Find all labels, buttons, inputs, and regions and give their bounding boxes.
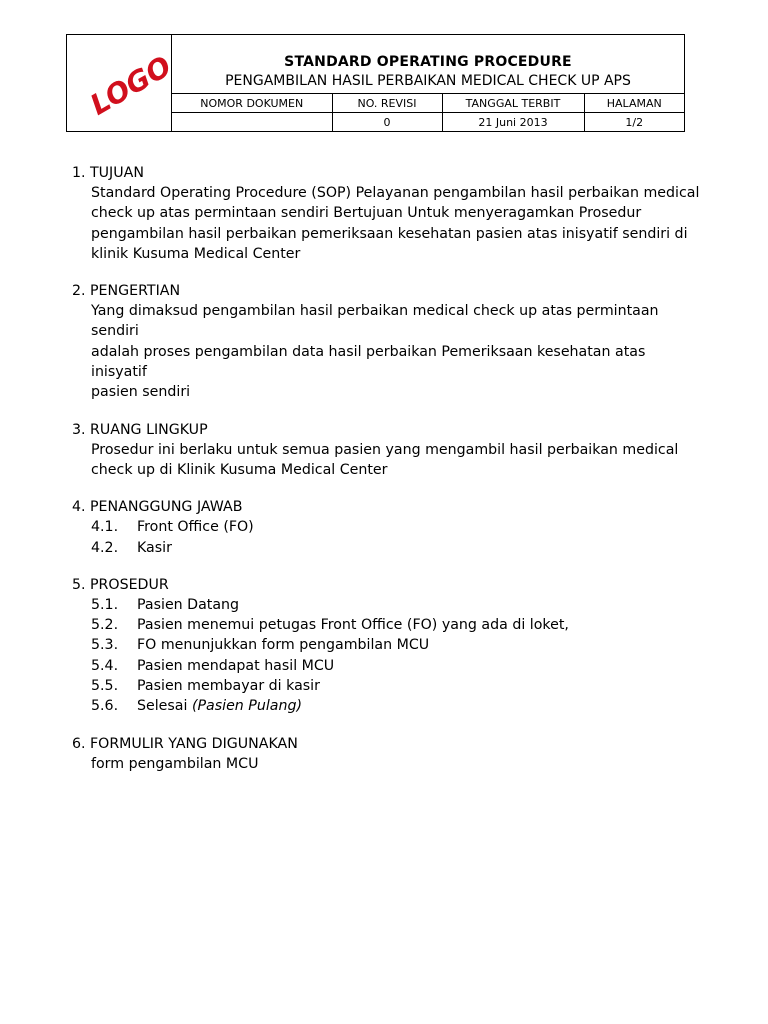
column-nomor-dokumen: NOMOR DOKUMEN: [172, 94, 332, 113]
column-tanggal-terbit: TANGGAL TERBIT: [442, 94, 584, 113]
section-prosedur: [72, 575, 702, 717]
section-heading: RUANG LINGKUP: [90, 421, 208, 438]
document-title: STANDARD OPERATING PROCEDURE: [284, 53, 572, 70]
list-text: Pasien membayar di kasir: [137, 678, 320, 695]
logo-cell: [67, 35, 177, 131]
paragraph-line: form pengambilan MCU: [91, 755, 259, 772]
section-title: [72, 420, 702, 440]
paragraph-line: pasien sendiri: [91, 384, 191, 401]
list-number: 4.1.: [91, 519, 119, 536]
section-heading: PENGERTIAN: [90, 283, 181, 300]
list-number: 5.6.: [91, 698, 119, 715]
paragraph-line: Prosedur ini berlaku untuk semua pasien yang mengambil hasil perbaikan medical: [91, 441, 679, 458]
list-item: [72, 676, 702, 696]
value-no-revisi: 0: [332, 113, 442, 132]
document-body: [72, 163, 702, 791]
section-tujuan: [72, 163, 702, 264]
metadata-value-row: [172, 113, 684, 132]
section-paragraph: [72, 183, 702, 264]
metadata-table: [172, 93, 684, 131]
logo: LOGO: [84, 49, 177, 122]
value-tanggal-terbit: 21 Juni 2013: [442, 113, 584, 132]
section-paragraph: [72, 754, 702, 774]
list-text-italic: (Pasien Pulang): [191, 698, 303, 715]
list-item: [72, 595, 702, 615]
section-title: [72, 163, 702, 183]
section-number: 4.: [72, 499, 86, 516]
section-pengertian: [72, 281, 702, 402]
section-heading: PENANGGUNG JAWAB: [90, 499, 243, 516]
paragraph-line: klinik Kusuma Medical Center: [91, 245, 301, 262]
section-title: [72, 281, 702, 301]
section-penanggung-jawab: [72, 497, 702, 558]
section-heading: TUJUAN: [90, 165, 144, 181]
section-formulir: [72, 734, 702, 774]
column-no-revisi: NO. REVISI: [332, 94, 442, 113]
section-heading: FORMULIR YANG DIGUNAKAN: [90, 735, 298, 752]
title-cell: [172, 35, 684, 131]
list-text: Pasien Datang: [137, 596, 240, 613]
section-number: 5.: [72, 576, 86, 593]
list-number: 5.3.: [91, 637, 119, 654]
list-text: Pasien menemui petugas Front Office (FO) yang ada di loket,: [137, 617, 569, 634]
section-number: 3.: [72, 421, 86, 438]
list-number: 5.1.: [91, 596, 119, 613]
list-text: FO menunjukkan form pengambilan MCU: [137, 637, 430, 654]
list-number: 5.4.: [91, 657, 119, 674]
paragraph-line: Standard Operating Procedure (SOP) Pelayanan pengambilan hasil perbaikan medical: [91, 185, 700, 201]
section-ruang-lingkup: [72, 420, 702, 481]
paragraph-line: pengambilan hasil perbaikan pemeriksaan kesehatan pasien atas inisyatif sendiri di: [91, 225, 688, 242]
value-nomor-dokumen: [172, 113, 332, 132]
section-heading: PROSEDUR: [90, 576, 169, 593]
list-text: Pasien mendapat hasil MCU: [137, 657, 335, 674]
paragraph-line: check up atas permintaan sendiri Bertujuan Untuk menyeragamkan Prosedur: [91, 205, 642, 222]
list-item: [72, 656, 702, 676]
list-item: [72, 615, 702, 635]
metadata-header-row: [172, 94, 684, 113]
section-title: [72, 575, 702, 595]
section-number: 2.: [72, 283, 86, 300]
list-item: [72, 696, 702, 716]
column-halaman: HALAMAN: [584, 94, 684, 113]
list-item: [72, 517, 702, 537]
paragraph-line: Yang dimaksud pengambilan hasil perbaikan medical check up atas permintaan sendiri: [91, 303, 659, 340]
list-text: Selesai: [137, 698, 192, 715]
paragraph-line: adalah proses pengambilan data hasil perbaikan Pemeriksaan kesehatan atas inisyatif: [91, 343, 646, 381]
list-text: Front Office (FO): [137, 519, 254, 536]
document-subtitle: PENGAMBILAN HASIL PERBAIKAN MEDICAL CHECK UP APS: [225, 73, 631, 90]
list-number: 5.2.: [91, 617, 119, 634]
section-paragraph: [72, 440, 702, 481]
paragraph-line: check up di Klinik Kusuma Medical Center: [91, 461, 388, 478]
list-item: [72, 635, 702, 655]
section-number: 6.: [72, 735, 86, 752]
list-text: Kasir: [137, 539, 172, 556]
section-number: 1.: [72, 165, 86, 181]
section-title: [72, 734, 702, 754]
section-paragraph: [72, 301, 702, 402]
list-number: 5.5.: [91, 678, 119, 695]
list-number: 4.2.: [91, 539, 119, 556]
value-halaman: 1/2: [584, 113, 684, 132]
section-title: [72, 497, 702, 517]
list-item: [72, 538, 702, 558]
document-header: [66, 34, 685, 132]
